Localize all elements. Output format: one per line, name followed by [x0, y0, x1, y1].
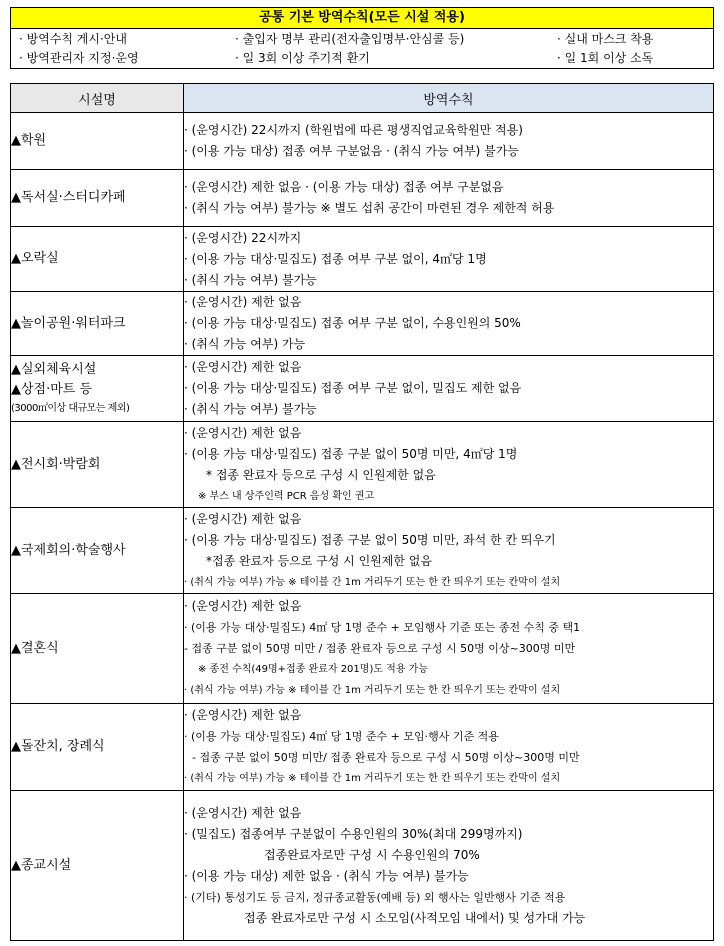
facility-name: ▲학원	[11, 133, 47, 148]
rules-cell	[184, 791, 714, 941]
rule-line: - 접종 구분 없이 50명 미만 / 접종 완료자 등으로 구성 시 50명 이상~300명 미만	[184, 642, 576, 655]
facility-cell	[11, 113, 184, 170]
facility-name: ▲국제회의·학술행사	[11, 542, 126, 558]
table-row	[11, 791, 714, 941]
rule-line: · (이용 가능 대상·밀집도) 접종 구분 없이 50명 미만, 4㎡당 1명	[184, 446, 518, 461]
table-row	[11, 113, 714, 170]
rule-line: - 접종 구분 없이 50명 미만/ 접종 완료자 등으로 구성 시 50명 이상~300명 미만	[192, 751, 580, 764]
rule-line: 접종완료자로만 구성 시 수용인원의 70%	[264, 847, 480, 862]
common-rules-list	[11, 29, 713, 69]
facility-name: ▲실외체육시설	[11, 361, 97, 377]
table-header-row	[11, 84, 714, 113]
facility-cell	[11, 356, 184, 422]
rules-cell	[184, 170, 714, 227]
rule-line: · (취식 가능 여부) 가능 ※ 테이블 간 1m 거리두기 또는 한 칸 띄우기 또는 칸막이 설치	[184, 685, 561, 696]
rule-line: · (운영시간) 22시까지 (학원법에 따른 평생직업교육학원만 적용)	[184, 123, 523, 137]
facility-cell	[11, 292, 184, 356]
table-row	[11, 356, 714, 422]
common-rules-title: 공통 기본 방역수칙(모든 시설 적용)	[11, 8, 713, 29]
facility-cell	[11, 422, 184, 508]
rules-cell	[184, 356, 714, 422]
rule-line: · (운영시간) 제한 없음	[184, 599, 302, 613]
common-rules-box	[10, 7, 714, 69]
table-row	[11, 422, 714, 508]
rule-line: · (이용 가능 대상·밀집도) 4㎡ 당 1명 준수 + 모임행사 기준 또는 종전 수칙 중 택1	[184, 621, 581, 634]
rule-line: · (운영시간) 22시까지	[184, 230, 302, 245]
facility-cell	[11, 704, 184, 791]
rule-line: · (취식 가능 여부) 불가능	[184, 402, 317, 416]
rule-line: 접종 완료자로만 구성 시 소모임(사적모임 내에서) 및 성가대 가능	[244, 910, 586, 925]
table-row	[11, 170, 714, 227]
rule-line: ※ 부스 내 상주인력 PCR 음성 확인 권고	[198, 490, 375, 502]
facility-cell	[11, 791, 184, 941]
facility-cell	[11, 227, 184, 292]
common-rule-item: · 일 1회 이상 소독	[557, 51, 654, 65]
common-rule-item: · 출입자 명부 관리(전자출입명부·안심콜 등)	[235, 32, 465, 46]
rules-cell	[184, 704, 714, 791]
column-header-facility: 시설명	[11, 84, 184, 113]
rule-line: · (밀집도) 접종여부 구분없이 수용인원의 30%(최대 299명까지)	[184, 826, 523, 841]
table-row	[11, 594, 714, 704]
rule-line: · (운영시간) 제한 없음	[184, 295, 302, 309]
facility-cell	[11, 170, 184, 227]
rule-line: · (이용 가능 대상·밀집도) 4㎡ 당 1명 준수 + 모임·행사 기준 적용	[184, 730, 499, 743]
rule-line: · (취식 가능 여부) 불가능 ※ 별도 섭취 공간이 마련된 경우 제한적 허용	[184, 201, 555, 215]
column-header-rules: 방역수칙	[184, 84, 714, 113]
facility-name: ▲전시회·박람회	[11, 456, 101, 472]
facility-cell	[11, 508, 184, 594]
facility-name: ▲상점·마트 등	[11, 381, 93, 397]
rules-cell	[184, 594, 714, 704]
facility-cell	[11, 594, 184, 704]
rule-line: * 접종 완료자 등으로 구성 시 인원제한 없음	[206, 467, 436, 482]
rule-line: · (취식 가능 여부) 가능	[184, 337, 306, 351]
table-row	[11, 292, 714, 356]
table-row	[11, 508, 714, 594]
rule-line: · (운영시간) 제한 없음	[184, 511, 302, 526]
common-rule-item: · 방역수칙 게시·안내	[19, 32, 127, 46]
rule-line: · (기타) 통성기도 등 금지, 정규종교활동(예배 등) 외 행사는 일반행사 기준 적용	[184, 890, 566, 904]
rules-cell	[184, 292, 714, 356]
rule-line: · (취식 가능 여부) 가능 ※ 테이블 간 1m 거리두기 또는 한 칸 띄우기 또는 칸막이 설치	[184, 576, 561, 588]
rule-line: · (취식 가능 여부) 가능 ※ 테이블 간 1m 거리두기 또는 한 칸 띄우기 또는 칸막이 설치	[184, 773, 561, 784]
rule-line: · (이용 가능 대상·밀집도) 접종 구분 없이 50명 미만, 좌석 한 칸 띄우기	[184, 532, 556, 547]
facility-name: ▲독서실·스터디카페	[11, 190, 126, 205]
rule-line: · (이용 가능 대상·밀집도) 접종 여부 구분 없이, 수용인원의 50%	[184, 316, 521, 330]
facility-name: ▲결혼식	[11, 640, 59, 656]
rule-line: ※ 종전 수칙(49명+접종 완료자 201명)도 적용 가능	[198, 664, 429, 675]
rule-line: · (이용 가능 대상) 제한 없음 · (취식 가능 여부) 불가능	[184, 868, 469, 883]
common-rule-item: · 일 3회 이상 주기적 환기	[235, 51, 370, 65]
rule-line: · (운영시간) 제한 없음 · (이용 가능 대상) 접종 여부 구분없음	[184, 180, 504, 194]
rule-line: · (운영시간) 제한 없음	[184, 425, 302, 440]
rule-line: · (이용 가능 대상) 접종 여부 구분없음 · (취식 가능 여부) 불가능	[184, 144, 519, 158]
facility-note: (3000㎡이상 대규모는 제외)	[11, 402, 130, 414]
rule-line: *접종 완료자 등으로 구성 시 인원제한 없음	[206, 553, 432, 568]
rule-line: · (취식 가능 여부) 불가능	[184, 272, 317, 287]
facility-rules-table	[10, 83, 714, 941]
facility-name: ▲오락실	[11, 251, 59, 266]
rule-line: · (이용 가능 대상·밀집도) 접종 여부 구분 없이, 4㎡당 1명	[184, 251, 487, 266]
rules-cell	[184, 508, 714, 594]
table-row	[11, 227, 714, 292]
rule-line: · (운영시간) 제한 없음	[184, 805, 302, 820]
rule-line: · (운영시간) 제한 없음	[184, 360, 302, 374]
rule-line: · (운영시간) 제한 없음	[184, 708, 302, 722]
facility-name: ▲돌잔치, 장례식	[11, 739, 105, 754]
rules-cell	[184, 227, 714, 292]
table-row	[11, 704, 714, 791]
facility-name: ▲종교시설	[11, 857, 72, 873]
rule-line: · (이용 가능 대상·밀집도) 접종 여부 구분 없이, 밀집도 제한 없음	[184, 381, 522, 395]
common-rule-item: · 실내 마스크 착용	[557, 32, 654, 46]
common-rule-item: · 방역관리자 지정·운영	[19, 51, 139, 65]
rules-cell	[184, 422, 714, 508]
rules-cell	[184, 113, 714, 170]
facility-name: ▲놀이공원·워터파크	[11, 315, 126, 331]
